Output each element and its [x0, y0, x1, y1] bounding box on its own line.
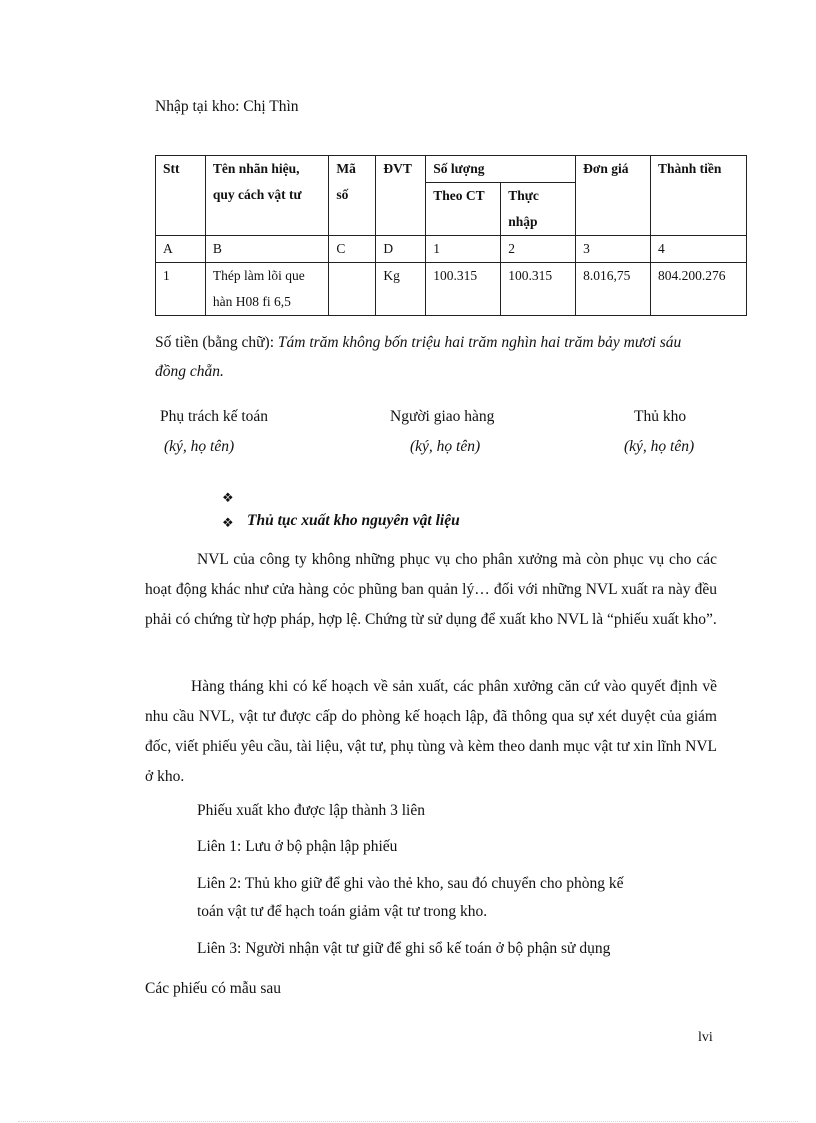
- paragraph-1: NVL của công ty không những phục vụ cho phân xưởng mà còn phục vụ cho các hoạt động khác như cửa hàng cỏc phũng ban quản lý… đối với những NVL xuất ra này đều phải có chứng từ hợp pháp, hợp lệ. Chứng từ sử dụng để xuất kho NVL là “phiếu xuất kho”.: [145, 551, 717, 628]
- code-cell: 3: [576, 236, 651, 263]
- header-qty-doc: Theo CT: [426, 183, 501, 236]
- code-cell: 2: [501, 236, 576, 263]
- header-code-line1: Mã: [336, 161, 356, 176]
- code-cell: B: [205, 236, 329, 263]
- copy-2-line1: Liên 2: Thủ kho giữ để ghi vào thẻ kho, sau đó chuyển cho phòng kế: [197, 875, 624, 892]
- header-qty-actual-line2: nhập: [508, 214, 538, 229]
- header-unit: ĐVT: [376, 156, 426, 236]
- header-code: [329, 156, 376, 236]
- header-code-line2: số: [336, 187, 349, 202]
- header-qty-actual-line1: Thực: [508, 188, 539, 203]
- item-qty-doc: 100.315: [426, 263, 501, 316]
- signature-title: Người giao hàng: [390, 408, 495, 425]
- item-qty-actual: 100.315: [501, 263, 576, 316]
- copies-intro: Phiếu xuất kho được lập thành 3 liên: [197, 802, 425, 819]
- header-stt: Stt: [156, 156, 206, 236]
- item-code: [329, 263, 376, 316]
- amount-words-line2: đồng chẵn.: [155, 363, 224, 380]
- signature-title: Thủ kho: [634, 408, 687, 425]
- paragraph-2: Hàng tháng khi có kế hoạch về sản xuất, các phân xưởng căn cứ vào quyết định về nhu cầu NVL, vật tư được cấp do phòng kế hoạch lập, đã thông qua sự xét duyệt của giám đốc, viết phiếu yêu cầu, tài liệu, vật tư, phụ tùng và kèm theo danh mục vật tư xin lĩnh NVL ở kho.: [145, 678, 717, 785]
- section-heading: Thủ tục xuất kho nguyên vật liệu: [247, 512, 460, 529]
- signature-deliverer: [390, 402, 494, 462]
- header-price: Đơn giá: [576, 156, 651, 236]
- signature-note: (ký, họ tên): [410, 438, 481, 455]
- table-header-row: [156, 156, 747, 183]
- code-cell: C: [329, 236, 376, 263]
- header-qty: Số lượng: [426, 156, 576, 183]
- item-price: 8.016,75: [576, 263, 651, 316]
- signature-note: (ký, họ tên): [164, 438, 235, 455]
- item-unit: Kg: [376, 263, 426, 316]
- code-cell: D: [376, 236, 426, 263]
- copy-2-line2: toán vật tư để hạch toán giảm vật tư trong kho.: [197, 903, 488, 920]
- bullet-diamond-icon: ❖: [222, 490, 234, 505]
- code-cell: 1: [426, 236, 501, 263]
- header-qty-actual: [501, 183, 576, 236]
- header-name-line2: quy cách vật tư: [212, 187, 302, 202]
- signature-note: (ký, họ tên): [624, 438, 695, 455]
- header-name: [205, 156, 329, 236]
- item-name-line1: Thép làm lõi que: [212, 268, 305, 283]
- amount-in-words: [155, 328, 765, 386]
- forms-line: Các phiếu có mẫu sau: [145, 980, 282, 997]
- item-total: 804.200.276: [651, 263, 747, 316]
- page-bottom-edge: [18, 1121, 798, 1122]
- item-name: [205, 263, 329, 316]
- signature-accountant: [160, 402, 268, 462]
- amount-words-line1: Tám trăm không bốn triệu hai trăm nghìn hai trăm bảy mươi sáu: [277, 334, 682, 351]
- signature-storekeeper: [624, 402, 695, 462]
- code-cell: 4: [651, 236, 747, 263]
- copy-3: Liên 3: Người nhận vật tư giữ để ghi sổ kế toán ở bộ phận sử dụng: [197, 940, 611, 957]
- table-code-row: [156, 236, 747, 263]
- header-total: Thành tiền: [651, 156, 747, 236]
- item-name-line2: hàn H08 fi 6,5: [212, 294, 291, 309]
- warehouse-line: Nhập tại kho: Chị Thìn: [155, 98, 299, 115]
- table-row: [156, 263, 747, 316]
- amount-label: Số tiền (bằng chữ):: [155, 334, 275, 351]
- code-cell: A: [156, 236, 206, 263]
- item-stt: 1: [156, 263, 206, 316]
- bullet-diamond-icon: ❖: [222, 515, 234, 530]
- signature-title: Phụ trách kế toán: [160, 408, 269, 425]
- header-name-line1: Tên nhãn hiệu,: [212, 161, 300, 176]
- receipt-table: [155, 155, 747, 316]
- copy-1: Liên 1: Lưu ở bộ phận lập phiếu: [197, 838, 398, 855]
- page-number: lvi: [698, 1030, 713, 1045]
